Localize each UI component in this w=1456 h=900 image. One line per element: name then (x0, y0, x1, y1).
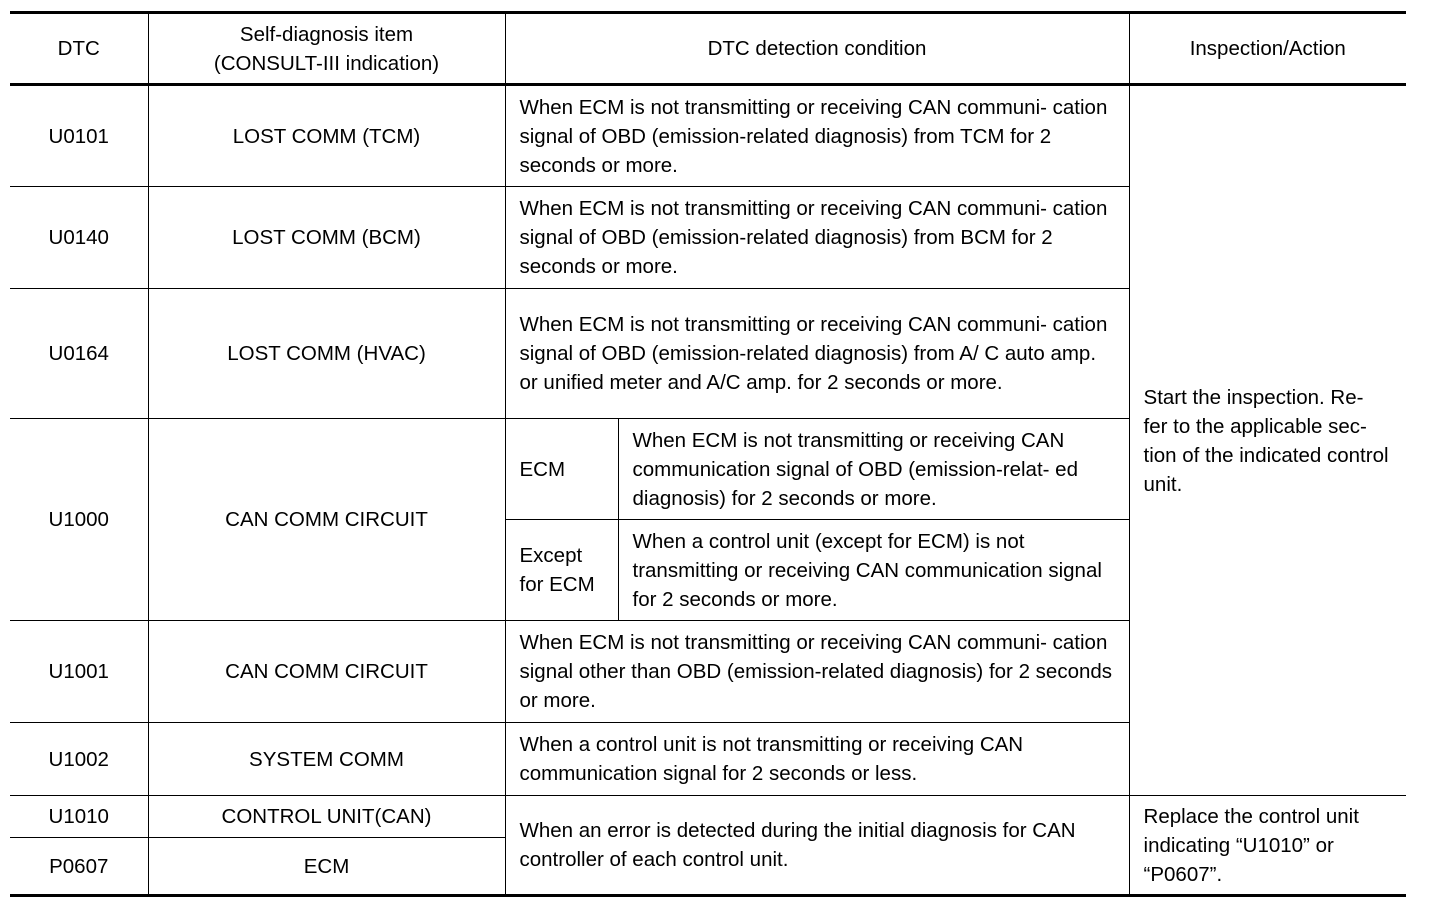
sub-detection-condition: When ECM is not transmitting or receiving CAN communication signal of OBD (emission-relat- ed diagnosis) for 2 seconds or more. (618, 419, 1129, 520)
dtc-code: U0164 (10, 289, 148, 419)
detection-condition: When ECM is not transmitting or receiving CAN communi- cation signal of OBD (emission-related diagnosis) from TCM for 2 seconds or more. (505, 85, 1129, 187)
self-diagnosis-item: LOST COMM (TCM) (148, 85, 505, 187)
detection-condition: When an error is detected during the initial diagnosis for CAN controller of each control unit. (505, 796, 1129, 896)
dtc-code: U1010 (10, 796, 148, 838)
header-item-line2: (CONSULT-III indication) (213, 51, 440, 75)
self-diagnosis-item: LOST COMM (HVAC) (148, 289, 505, 419)
dtc-code: U1000 (10, 419, 148, 621)
table-row (10, 796, 1406, 838)
table-row (10, 85, 1406, 187)
detection-condition: When a control unit is not transmitting or receiving CAN communication signal for 2 seconds or less. (505, 723, 1129, 796)
dtc-table (10, 11, 1406, 897)
sub-detection-condition: When a control unit (except for ECM) is not transmitting or receiving CAN communication signal for 2 seconds or more. (618, 520, 1129, 621)
self-diagnosis-item: LOST COMM (BCM) (148, 187, 505, 289)
header-item-line1: Self-diagnosis item (239, 22, 414, 46)
detection-condition: When ECM is not transmitting or receiving CAN communi- cation signal other than OBD (emission-related diagnosis) for 2 seconds or more. (505, 621, 1129, 723)
header-detection-condition: DTC detection condition (505, 13, 1129, 85)
header-dtc: DTC (10, 13, 148, 85)
self-diagnosis-item: ECM (148, 838, 505, 896)
dtc-code: U1001 (10, 621, 148, 723)
dtc-code: P0607 (10, 838, 148, 896)
detection-condition: When ECM is not transmitting or receiving CAN communi- cation signal of OBD (emission-related diagnosis) from A/ C auto amp. or unified meter and A/C amp. for 2 seconds or more. (505, 289, 1129, 419)
header-self-diagnosis-item (148, 13, 505, 85)
dtc-code: U0140 (10, 187, 148, 289)
header-inspection-action: Inspection/Action (1129, 13, 1406, 85)
self-diagnosis-item: CAN COMM CIRCUIT (148, 621, 505, 723)
sub-unit: ECM (505, 419, 618, 520)
inspection-action: Start the inspection. Re- fer to the applicable sec- tion of the indicated control unit. (1129, 85, 1406, 796)
sub-unit: Except for ECM (505, 520, 618, 621)
table-header-row (10, 13, 1406, 85)
detection-condition: When ECM is not transmitting or receiving CAN communi- cation signal of OBD (emission-related diagnosis) from BCM for 2 seconds or more. (505, 187, 1129, 289)
inspection-action: Replace the control unit indicating “U1010” or “P0607”. (1129, 796, 1406, 896)
dtc-code: U0101 (10, 85, 148, 187)
self-diagnosis-item: CONTROL UNIT(CAN) (148, 796, 505, 838)
self-diagnosis-item: SYSTEM COMM (148, 723, 505, 796)
dtc-code: U1002 (10, 723, 148, 796)
self-diagnosis-item: CAN COMM CIRCUIT (148, 419, 505, 621)
